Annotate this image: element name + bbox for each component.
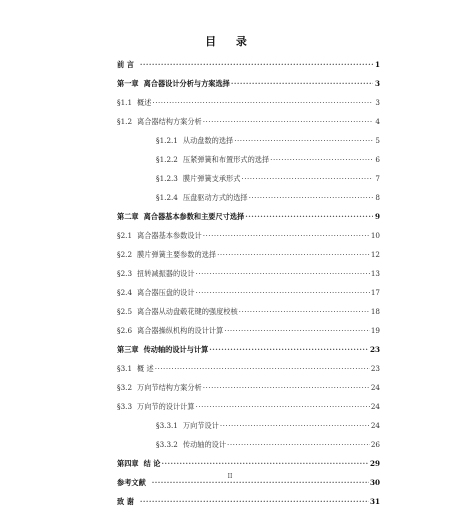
toc-entry-number: §1.2.4 <box>156 193 178 202</box>
toc-entry <box>117 283 380 302</box>
toc-entry <box>117 245 380 264</box>
toc-entry-number: 前 言 <box>117 60 134 69</box>
toc-entry-page: 1 <box>374 60 380 69</box>
toc-entry-number: §1.2.3 <box>156 174 178 183</box>
toc-entry-number: §2.2 <box>117 250 133 259</box>
toc-entry <box>117 169 380 188</box>
toc-entry-number: §2.3 <box>117 269 133 278</box>
toc-entry-page: 18 <box>370 307 380 316</box>
toc-entry <box>117 112 380 131</box>
toc-entry-title: 离合器操纵机构的设计计算 <box>137 326 224 335</box>
toc-dot-leader <box>155 359 370 378</box>
toc-dot-leader <box>227 435 370 454</box>
toc-entry <box>117 340 380 359</box>
toc-entry <box>117 397 380 416</box>
toc-entry-page: 5 <box>375 136 380 145</box>
toc-entry <box>117 55 380 74</box>
toc-entry-number: §3.1 <box>117 364 133 373</box>
toc-entry-page: 12 <box>370 250 380 259</box>
toc-entry-page: 31 <box>369 497 380 506</box>
toc-dot-leader <box>152 93 373 112</box>
toc-entry-page: 23 <box>370 364 380 373</box>
toc-entry <box>117 74 380 93</box>
toc-entry-page: 10 <box>370 231 380 240</box>
toc-entry-title: 万向节设计 <box>182 421 219 430</box>
toc-entry-title: 从动盘数的选择 <box>182 136 234 145</box>
toc-entry <box>117 302 380 321</box>
toc-entry-number: 致 谢 <box>117 497 134 506</box>
toc-entry-title: 传动轴的设计 <box>182 440 227 449</box>
toc-entry <box>117 131 380 150</box>
toc-entry-number: §1.2.2 <box>156 155 178 164</box>
toc-entry <box>117 359 380 378</box>
toc-entry-page: 19 <box>370 326 380 335</box>
toc-entry-page: 26 <box>370 440 380 449</box>
toc-dot-leader <box>203 226 370 245</box>
toc-entry-number: 参考文献 <box>117 478 146 487</box>
toc-entry-number: 第四章 <box>117 459 139 468</box>
toc-entry <box>117 188 380 207</box>
toc-entry-title: 万向节的设计计算 <box>137 402 195 411</box>
toc-entry-number: §3.3 <box>117 402 133 411</box>
toc-entry-title: 离合器结构方案分析 <box>137 117 202 126</box>
toc-entry <box>117 416 380 435</box>
toc-entry-number: 第一章 <box>117 79 139 88</box>
toc-entry-title: 压紧弹簧和布置形式的选择 <box>182 155 270 164</box>
toc-entry-title: 扭转减振器的设计 <box>137 269 195 278</box>
toc-entry-title: 离合器设计分析与方案选择 <box>143 79 230 88</box>
toc-entry-title: 传动轴的设计与计算 <box>143 345 209 354</box>
toc-entry-page: 7 <box>375 174 380 183</box>
toc-dot-leader <box>239 302 370 321</box>
toc-entry <box>117 321 380 340</box>
toc-entry-number: 第三章 <box>117 345 139 354</box>
toc-entry-page: 9 <box>374 212 380 221</box>
toc-entry <box>117 226 380 245</box>
toc-dot-leader <box>209 340 369 359</box>
toc-entry-number: 第二章 <box>117 212 139 221</box>
toc-entry-number: §2.4 <box>117 288 133 297</box>
toc-entry-page: 24 <box>370 421 380 430</box>
toc-entry <box>117 264 380 283</box>
toc-entry-title: 万向节结构方案分析 <box>137 383 202 392</box>
table-of-contents <box>117 55 380 511</box>
toc-entry-number: §1.2.1 <box>156 136 178 145</box>
toc-entry-page: 6 <box>375 155 380 164</box>
toc-dot-leader <box>249 188 373 207</box>
toc-entry-page: 8 <box>375 193 380 202</box>
toc-entry-title: 离合器压盘的设计 <box>137 288 195 297</box>
toc-entry-page: 3 <box>374 79 380 88</box>
toc-entry <box>117 454 380 473</box>
toc-dot-leader <box>245 207 373 226</box>
toc-dot-leader <box>241 169 373 188</box>
toc-entry-page: 23 <box>369 345 380 354</box>
toc-entry-title: 离合器基本参数和主要尺寸选择 <box>143 212 245 221</box>
toc-entry <box>117 378 380 397</box>
toc-entry-number: §2.5 <box>117 307 133 316</box>
toc-entry <box>117 492 380 511</box>
toc-entry-title: 离合器从动盘毂花键的强度校核 <box>137 307 238 316</box>
toc-entry-page: 4 <box>375 117 380 126</box>
toc-dot-leader <box>196 264 370 283</box>
toc-entry-page: 17 <box>370 288 380 297</box>
toc-entry <box>117 93 380 112</box>
toc-entry-title: 膜片弹簧支承形式 <box>182 174 241 183</box>
page-number: II <box>227 473 233 480</box>
toc-entry <box>117 207 380 226</box>
toc-entry-title: 概 述 <box>137 364 154 373</box>
toc-dot-leader <box>196 397 370 416</box>
toc-dot-leader <box>161 454 369 473</box>
toc-dot-leader <box>224 321 370 340</box>
toc-dot-leader <box>270 150 373 169</box>
toc-entry-page: 13 <box>370 269 380 278</box>
toc-dot-leader <box>231 74 373 93</box>
toc-entry-title: 概述 <box>137 98 152 107</box>
toc-dot-leader <box>234 131 373 150</box>
toc-entry-page: 3 <box>375 98 380 107</box>
toc-entry-title: 结 论 <box>143 459 161 468</box>
toc-dot-leader <box>203 112 373 131</box>
toc-entry-title: 膜片弹簧主要参数的选择 <box>137 250 217 259</box>
toc-entry-number: §3.3.1 <box>156 421 178 430</box>
toc-entry-number: §1.2 <box>117 117 133 126</box>
toc-dot-leader <box>140 492 369 511</box>
toc-entry-number: §2.1 <box>117 231 133 240</box>
toc-title: 目 录 <box>205 35 255 48</box>
toc-entry-page: 24 <box>370 402 380 411</box>
toc-entry <box>117 435 380 454</box>
toc-entry-number: §1.1 <box>117 98 133 107</box>
toc-dot-leader <box>196 283 370 302</box>
toc-entry-title: 离合器基本参数设计 <box>137 231 202 240</box>
toc-entry-number: §3.3.2 <box>156 440 178 449</box>
toc-entry-number: §3.2 <box>117 383 133 392</box>
toc-dot-leader <box>217 245 370 264</box>
toc-entry <box>117 150 380 169</box>
toc-entry-number: §2.6 <box>117 326 133 335</box>
toc-entry-page: 30 <box>369 478 380 487</box>
toc-entry-page: 29 <box>369 459 380 468</box>
toc-dot-leader <box>140 55 373 74</box>
toc-entry-title: 压盘驱动方式的选择 <box>182 193 248 202</box>
toc-entry-page: 24 <box>370 383 380 392</box>
toc-dot-leader <box>220 416 370 435</box>
toc-dot-leader <box>203 378 370 397</box>
